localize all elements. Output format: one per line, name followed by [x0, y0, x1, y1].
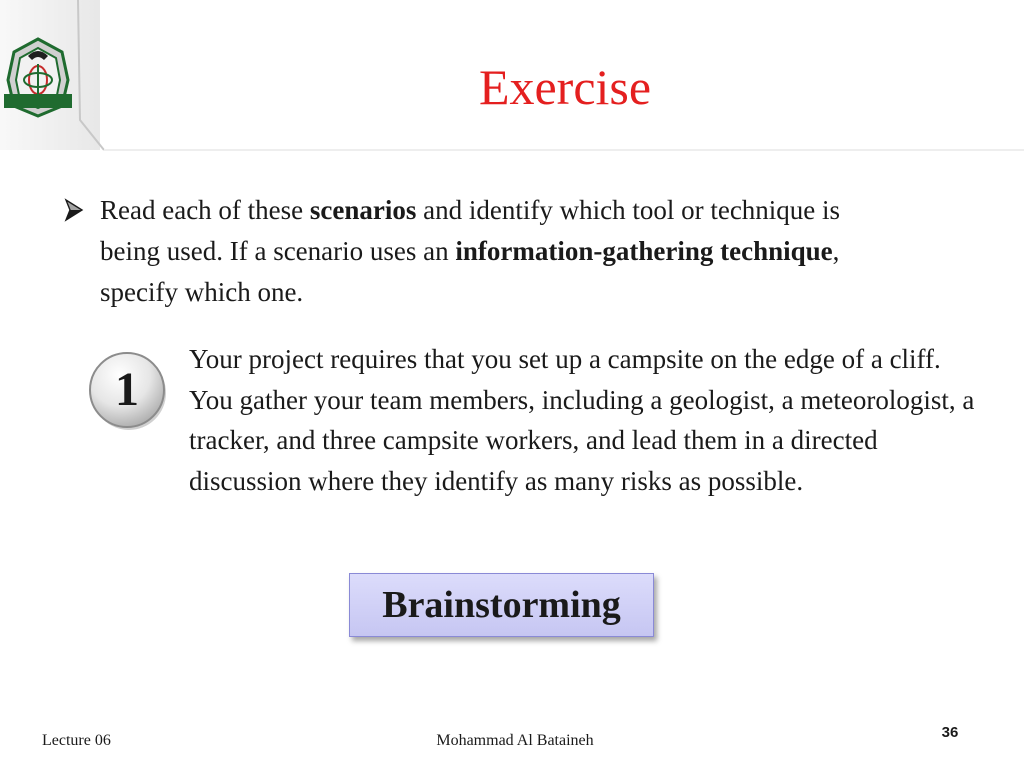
- instruction-text-part: , specify which one.: [100, 236, 840, 307]
- answer-label: Brainstorming: [382, 584, 621, 626]
- footer-lecture: Lecture 06: [42, 732, 111, 749]
- arrow-bullet-icon: [62, 190, 88, 231]
- answer-box: [349, 573, 654, 637]
- instruction-bold-technique: information-gathering technique: [455, 236, 833, 266]
- instruction-text-part: and identify which tool or technique is being used. If a scenario uses an: [100, 195, 841, 266]
- university-logo-icon: [2, 36, 74, 118]
- scenario-text: Your project requires that you set up a campsite on the edge of a cliff. You gather your team members, including a geologist, a meteorologist, a tracker, and three campsite workers, and lead them in a directed discussion where they identify as many risks as possible.: [189, 344, 975, 496]
- slide-title: Exercise: [478, 59, 652, 115]
- instruction-text: [100, 190, 900, 313]
- page-number: 36: [941, 724, 959, 741]
- scenario-number: 1: [115, 363, 139, 416]
- footer-author: Mohammad Al Bataineh: [436, 732, 594, 749]
- instruction-bold-scenarios: scenarios: [309, 195, 417, 225]
- instruction-text-part: Read each of these: [100, 195, 310, 225]
